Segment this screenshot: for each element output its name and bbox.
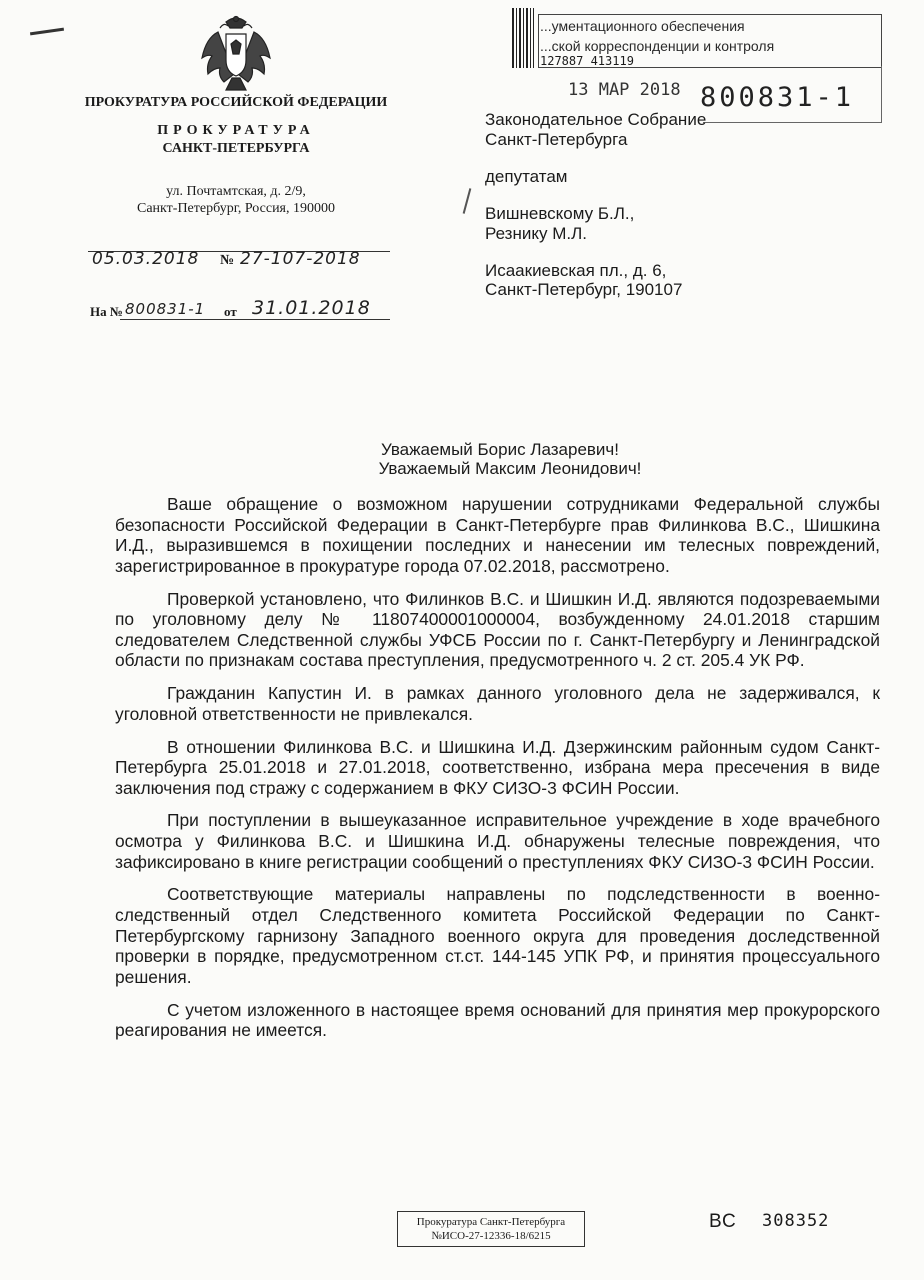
reference-underline [120,319,390,320]
reference-date-label: от [224,304,237,319]
recipient-title: депутатам [485,167,568,186]
org-name-prokuratura: ПРОКУРАТУРА [157,123,315,138]
org-address-street: ул. Почтамтская, д. 2/9, [166,184,306,199]
footer-registration-number: №ИСО-27-12336-18/6215 [431,1230,551,1242]
form-series: ВС [709,1211,737,1232]
barcode-icon [512,8,534,68]
reference-number-label: На № [90,304,123,319]
recipient-address-street: Исаакиевская пл., д. 6, [485,261,667,280]
footer-org: Прокуратура Санкт-Петербурга [416,1216,566,1228]
body-paragraph: Гражданин Капустин И. в рамках данного уголовного дела не задерживался, к уголовной ответственности не привлекался. [115,683,880,724]
letter-body [115,494,880,1053]
pen-tick [463,188,472,214]
body-paragraph: С учетом изложенного в настоящее время оснований для принятия мер прокурорского реагирования не имеется. [115,999,880,1041]
outgoing-number: 27-107-2018 [240,249,361,269]
recipient-name-1: Вишневскому Б.Л., [485,204,635,223]
pen-mark [30,28,64,36]
org-name-federal: ПРОКУРАТУРА РОССИЙСКОЙ ФЕДЕРАЦИИ [84,95,388,110]
body-paragraph: Ваше обращение о возможном нарушении сотрудниками Федеральной службы безопасности Российской Федерации в Санкт-Петербурге прав Филинкова В.С., Шишкина И.Д., выразившемся в похищении последних и нанесении им телесных повреждений, зарегистрированное в прокуратуре города 07.02.2018, рассмотрено. [115,494,880,576]
coat-of-arms-icon [196,14,276,98]
org-address-city: Санкт-Петербург, Россия, 190000 [137,201,335,216]
stamp-registration-number: 800831-1 [700,82,855,113]
outgoing-date: 05.03.2018 [92,249,200,269]
stamp-department-line2: ...ской корреспонденции и контроля [540,38,775,54]
body-paragraph: Проверкой установлено, что Филинков В.С. и Шишкин И.Д. являются подозреваемыми по уголовному делу № 11807400001000004, возбужденному 24.01.2018 старшим следователем Следственной службы УФСБ России по г. Санкт-Петербургу и Ленинградской области по признакам состава преступления, предусмотренного ч. 2 ст. 205.4 УК РФ. [115,588,880,671]
stamp-date: 13 MAP 2018 [568,80,681,100]
recipient-org: Законодательное Собрание [485,110,707,129]
org-name-city: САНКТ-ПЕТЕРБУРГА [162,141,310,156]
recipient-name-2: Резнику М.Л. [485,224,587,243]
reference-date: 31.01.2018 [252,297,371,319]
stamp-department-line1: ...ументационного обеспечения [540,18,745,34]
outgoing-number-label: № [220,253,235,268]
greeting-line-1: Уважаемый Борис Лазаревич! [380,440,620,459]
stamp-barcode-id: 127887 413119 [540,54,634,68]
body-paragraph: В отношении Филинкова В.С. и Шишкина И.Д. Дзержинским районным судом Санкт-Петербурга 25.01.2018 и 27.01.2018, соответственно, избрана мера пресечения в виде заключения под стражу с содержанием в ФКУ СИЗО-3 ФСИН России. [115,736,880,798]
recipient-address-city: Санкт-Петербург, 190107 [485,280,683,299]
recipient-org-city: Санкт-Петербурга [485,130,628,149]
footer-registration-box [397,1211,585,1247]
greeting-line-2: Уважаемый Максим Леонидович! [378,459,642,478]
form-number: 308352 [762,1211,830,1231]
body-paragraph: Соответствующие материалы направлены по подследственности в военно-следственный отдел Следственного комитета Российской Федерации по Санкт-Петербургскому гарнизону Западного военного округа для проведения доследственной проверки в порядке, предусмотренном ст.ст. 144-145 УПК РФ, и принятия процессуального решения. [115,884,880,987]
body-paragraph: При поступлении в вышеуказанное исправительное учреждение в ходе врачебного осмотра у Филинкова В.С. и Шишкина И.Д. обнаружены телесные повреждения, что зафиксировано в книге регистрации сообщений о преступлениях ФКУ СИЗО-3 ФСИН России. [115,810,880,872]
reference-number: 800831-1 [125,300,206,318]
